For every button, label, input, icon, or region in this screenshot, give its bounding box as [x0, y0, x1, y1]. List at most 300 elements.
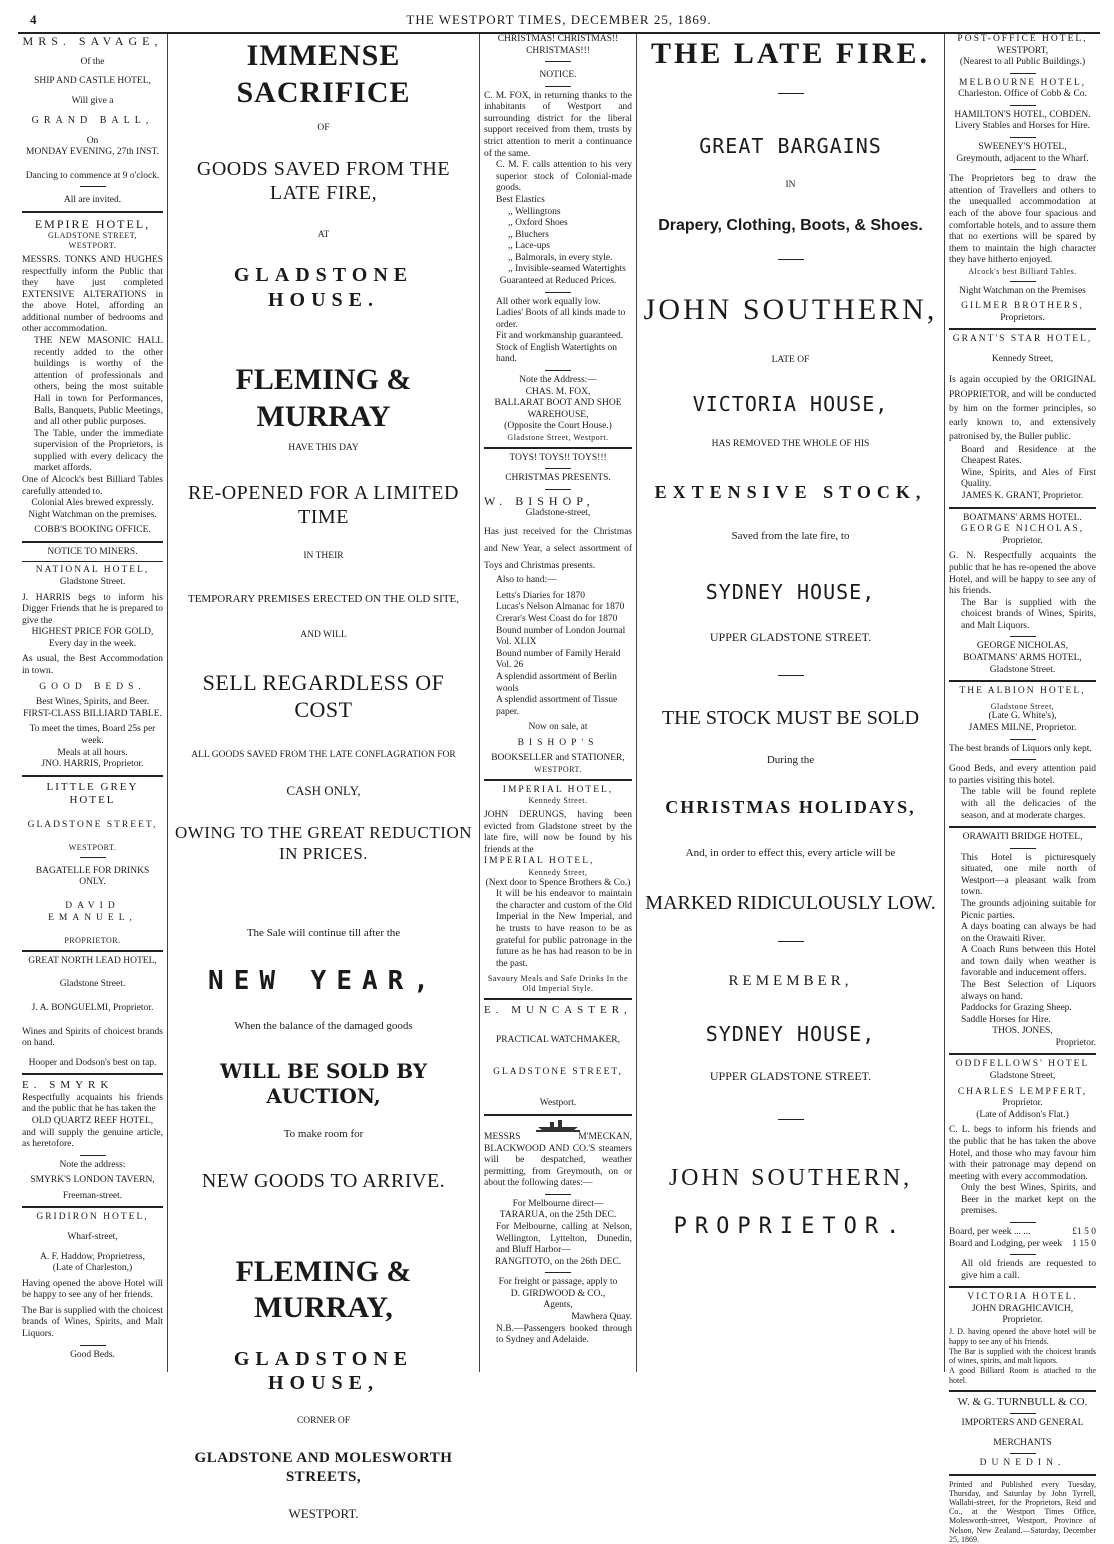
rule — [949, 1474, 1096, 1476]
text: When the balance of the damaged goods — [234, 1019, 413, 1032]
rule — [778, 93, 804, 94]
text: GLADSTONE AND MOLESWORTH STREETS, — [194, 1450, 453, 1485]
late-fire-headline: THE LATE FIRE. — [651, 37, 930, 70]
list-item: A splendid assortment of Berlin wools — [496, 671, 617, 694]
sydney-house-headline: SYDNEY HOUSE, — [705, 579, 876, 604]
albion-hotel-ad — [949, 686, 1096, 822]
text: COBB'S BOOKING OFFICE. — [34, 525, 151, 536]
text: CHRISTMAS PRESENTS. — [505, 473, 611, 484]
masthead — [18, 8, 1100, 34]
column-1 — [18, 34, 168, 1372]
text: Wines and Spirits of choicest brands on hand. — [22, 1026, 163, 1049]
text: DUNEDIN. — [979, 1458, 1066, 1469]
list-item: Bound number of London Journal Vol. XLIX — [496, 625, 626, 648]
text: Stock of English Watertights on hand. — [496, 342, 617, 365]
rule — [1010, 1413, 1036, 1414]
list-item: Bound number of Family Herald Vol. 26 — [496, 648, 621, 671]
text: AT — [317, 229, 330, 240]
text: BOOKSELLER and STATIONER, — [491, 753, 625, 764]
text: For Melbourne, calling at Nelson, Wellington, Lyttelton, Dunedin, and Bluff Harbor— — [496, 1222, 632, 1256]
text: HAVE THIS DAY — [288, 443, 359, 454]
list-item: Lucas's Nelson Almanac for 1870 — [496, 602, 625, 613]
rule — [80, 1155, 106, 1156]
text: Gladstone Street. — [59, 979, 126, 990]
rule — [484, 779, 632, 781]
text: To make room for — [283, 1127, 364, 1140]
text: ONLY. — [79, 877, 106, 888]
fleming-murray-headline: FLEMING & MURRAY — [235, 362, 412, 433]
text: IN — [785, 179, 796, 190]
text: The best brands of Liquors only kept. — [949, 743, 1092, 754]
text: JAMES MILNE, Proprietor. — [968, 723, 1077, 734]
text: Ladies' Boots of all kinds made to order. — [496, 308, 626, 330]
steamship-icon — [536, 1120, 580, 1132]
post-office-heading: POST-OFFICE HOTEL, — [957, 34, 1088, 44]
victoria-hotel-heading: VICTORIA HOTEL. — [967, 1292, 1078, 1303]
text: To meet the times, Board 25s per week. — [29, 724, 156, 746]
text: SMYRK'S LONDON TAVERN, — [30, 1175, 155, 1186]
text: IMPERIAL HOTEL, — [484, 856, 595, 867]
text: BALLARAT BOOT AND SHOE WAREHOUSE, — [494, 398, 622, 420]
text: Of the — [80, 56, 105, 67]
victoria-house-headline: VICTORIA HOUSE, — [692, 392, 889, 417]
text: (Late of Charleston,) — [52, 1263, 133, 1274]
great-north-heading: GREAT NORTH LEAD HOTEL, — [28, 955, 157, 966]
rule — [22, 775, 163, 777]
text: SHIP AND CASTLE HOTEL, — [34, 76, 151, 87]
stock-must-be-sold-headline: THE STOCK MUST BE SOLD — [661, 706, 920, 729]
text: TOYS! TOYS!! TOYS!!! — [509, 452, 607, 463]
text: WESTPORT. — [68, 241, 117, 251]
rule — [22, 1073, 163, 1075]
text: Saved from the late fire, to — [731, 530, 850, 543]
page-number: 4 — [30, 12, 37, 27]
text: J. HARRIS begs to inform his Digger Friends that he is prepared to give the — [22, 592, 163, 626]
text: Fit and workmanship guaranteed. — [496, 331, 624, 342]
text: NOTICE. — [539, 70, 577, 81]
column-3 — [480, 34, 637, 1372]
text: GLADSTONE STREET, — [27, 819, 158, 830]
little-grey-hotel-ad — [22, 781, 163, 946]
text: Kennedy Street. — [528, 796, 588, 806]
text: OLD QUARTZ REEF HOTEL, — [31, 1115, 154, 1126]
list-item: ,, Bluchers — [508, 229, 549, 240]
rule — [545, 1194, 571, 1195]
rule — [1010, 848, 1036, 849]
column-5 — [945, 34, 1100, 1544]
rule — [80, 1345, 106, 1346]
price-label: Board, per week ... ... — [949, 1227, 1031, 1237]
text: Respectfully acquaints his friends and the public that he has taken the — [22, 1092, 163, 1115]
immense-sacrifice-headline: IMMENSE SACRIFICE — [236, 39, 411, 109]
rule — [949, 1286, 1096, 1288]
marked-low-headline: MARKED RIDICULOUSLY LOW. — [645, 891, 936, 914]
text: The Sale will continue till after the — [246, 926, 401, 939]
text: Wine, Spirits, and Ales of First Quality. — [961, 467, 1096, 490]
text: Dancing to commence at 9 o'clock. — [25, 170, 160, 181]
text: Every day in the week. — [48, 638, 137, 649]
text: Has just received for the Christmas and New Year, a select assortment of Toys and Christmas presents. — [484, 527, 632, 572]
text: The grounds adjoining suitable for Picnic parties. — [961, 898, 1096, 921]
text: RANGITOTO, on the 26th DEC. — [494, 1256, 622, 1267]
text: AND WILL — [300, 630, 347, 641]
gridiron-hotel-ad — [22, 1212, 163, 1361]
text: GRAND BALL, — [31, 115, 154, 127]
text: G. N. Respectfully acquaints the public that he has re-opened the above Hotel, and will be happy to see any of his friends. — [949, 551, 1096, 597]
text: J. D. having opened the above hotel will be happy to see any of his friends. — [949, 1327, 1096, 1346]
rule — [949, 826, 1096, 828]
fleming-murray-signature: FLEMING & MURRAY, — [235, 1254, 412, 1325]
text: GLADSTONE HOUSE, — [233, 1347, 414, 1395]
text: PRACTICAL WATCHMAKER, — [495, 1035, 621, 1046]
albion-heading: THE ALBION HOTEL, — [959, 686, 1086, 697]
price-value: £1 5 0 — [1072, 1227, 1096, 1237]
rule — [1010, 137, 1036, 138]
text: OWING TO THE GREAT REDUCTION IN PRICES. — [174, 823, 472, 863]
text: REMEMBER, — [728, 973, 853, 990]
gridiron-heading: GRIDIRON HOTEL, — [36, 1212, 149, 1223]
text: Good Beds, and every attention paid to parties visiting this hotel. — [949, 764, 1096, 786]
text: PROPRIETOR. — [64, 936, 121, 946]
text: Night Watchman on the Premises — [959, 285, 1086, 296]
text: CHAS. M. FOX, — [525, 386, 591, 397]
oddfellows-heading: ODDFELLOWS' HOTEL — [955, 1059, 1090, 1070]
text: C. L. begs to inform his friends and the public that he has taken the above Hotel, and those who may favour him with their patronage may depend on meeting with every accommodation. — [949, 1125, 1096, 1182]
rule — [778, 259, 804, 260]
grant-hotel-ad — [949, 334, 1096, 502]
text: IN THEIR — [303, 551, 344, 562]
text: and will supply the genuine article, as heretofore. — [22, 1127, 163, 1150]
text: Wharf-street, — [67, 1231, 118, 1242]
turnbull-ad — [949, 1396, 1096, 1470]
text: The Best Selection of Liquors always on hand. — [961, 980, 1096, 1002]
text: THOS. JONES, — [992, 1026, 1053, 1037]
extensive-stock-headline: EXTENSIVE STOCK, — [654, 482, 927, 503]
rule — [545, 468, 571, 469]
rule — [545, 292, 571, 293]
text: Freeman-street. — [62, 1190, 123, 1201]
price-value: 1 15 0 — [1072, 1238, 1096, 1249]
text: SWEENEY'S HOTEL, — [978, 142, 1067, 153]
text: WESTPORT. — [288, 1505, 359, 1521]
text: JOHN DERUNGS, having been evicted from Gladstone street by the late fire, will now be found by his friends at the — [484, 810, 632, 855]
text: Savoury Meals and Safe Drinks In the Old Imperial Style. — [487, 974, 629, 994]
text: Agents, — [543, 1300, 573, 1311]
text: A days boating can always be had on the Orawaiti River. — [961, 922, 1096, 944]
text: Meals at all hours. — [57, 747, 128, 758]
rule — [1010, 1254, 1036, 1255]
boatmans-heading: BOATMANS' ARMS HOTEL. — [963, 512, 1082, 523]
john-southern-headline: JOHN SOUTHERN, — [643, 293, 938, 327]
imperial-hotel-ad — [484, 785, 632, 994]
text: Also to hand:— — [496, 575, 557, 586]
fox-ad — [484, 34, 632, 443]
text: GEORGE NICHOLAS, — [976, 641, 1069, 652]
text: A good Billiard Room is attached to the hotel. — [949, 1366, 1096, 1385]
text: GEORGE NICHOLAS, — [960, 524, 1085, 535]
text: IMPORTERS AND GENERAL — [961, 1417, 1084, 1428]
text: All other work equally low. — [496, 296, 601, 307]
text: LATE OF — [771, 354, 810, 365]
smyrk-heading: E. SMYRK — [22, 1079, 114, 1092]
rule — [1010, 73, 1036, 74]
rule — [22, 1206, 163, 1208]
text: All old friends are requested to give him a call. — [961, 1259, 1096, 1281]
orawaiti-heading: ORAWAITI BRIDGE HOTEL, — [962, 832, 1083, 843]
great-north-lead-ad — [22, 956, 163, 1069]
list-item: ,, Wellingtons — [508, 206, 561, 217]
text: (Next door to Spence Brothers & Co.) — [485, 877, 631, 888]
text: Note the address: — [59, 1159, 126, 1170]
text: Gladstone Street. — [989, 664, 1056, 675]
text: Westport. — [539, 1098, 577, 1109]
text: A. F. Haddow, Proprietress, — [40, 1251, 145, 1262]
text: CHARLES LEMPFERT, — [957, 1086, 1088, 1097]
text: DAVID EMANUEL, — [48, 900, 137, 923]
text: BOATMANS' ARMS HOTEL, — [963, 652, 1082, 663]
text: Kennedy Street, — [991, 353, 1054, 364]
text: GLADSTONE STREET, — [493, 1066, 623, 1077]
text: Night Watchman on the premises. — [28, 509, 157, 520]
rule — [545, 489, 571, 490]
rule — [22, 211, 163, 213]
drapery-headline: Drapery, Clothing, Boots, & Shoes. — [658, 216, 923, 234]
text: WESTPORT, — [996, 45, 1049, 56]
text: The Bar is supplied with the choicest brands of wines, spirits, and malt liquors. — [949, 1346, 1096, 1366]
text: Best Wines, Spirits, and Beer. — [35, 697, 150, 708]
bishop-ad — [484, 453, 632, 775]
text: THE NEW MASONIC HALL recently added to the other buildings is worthy of the attention of professionals and others, being the most suitable Hall in town for Performances, Balls, Banquets, Public Meetings, and all other public purposes. — [34, 336, 163, 428]
imperial-heading: IMPERIAL HOTEL, — [502, 784, 614, 795]
text: WESTPORT. — [68, 843, 117, 853]
text: JAMES K. GRANT, Proprietor. — [961, 491, 1084, 502]
text: BAGATELLE FOR DRINKS — [35, 865, 150, 876]
orawaiti-hotel-ad — [949, 832, 1096, 1049]
rule — [1010, 636, 1036, 637]
text: A Coach Runs between this Hotel and town daily when weather is favorable and inducement offers. — [961, 945, 1096, 979]
price-row — [949, 1227, 1096, 1239]
text: One of Alcock's best Billiard Tables carefully attended to. — [22, 474, 163, 497]
list-item: ,, Oxford Shoes — [508, 218, 568, 229]
text: (Nearest to all Public Buildings.) — [959, 57, 1086, 68]
bishop-heading: W. BISHOP, — [484, 493, 595, 508]
text: SYDNEY HOUSE, — [705, 1022, 876, 1047]
text: NEW GOODS TO ARRIVE. — [201, 1170, 446, 1193]
text: Proprietor. — [1002, 535, 1043, 546]
rule — [22, 561, 163, 562]
steamer-ad — [484, 1120, 632, 1347]
text: The Bar is supplied with the choicest brands of Wines, Spirits, and Malt Liquors. — [961, 597, 1096, 631]
text: NOTICE TO MINERS. — [47, 546, 138, 557]
text: MONDAY EVENING, 27th INST. — [26, 147, 159, 158]
text: HIGHEST PRICE FOR GOLD, — [31, 627, 154, 638]
list-item: ,, Lace-ups — [508, 241, 550, 252]
text: TARARUA, on the 25th DEC. — [499, 1210, 617, 1221]
text: FIRST-CLASS BILLIARD TABLE. — [23, 708, 162, 719]
text: The Bar is supplied with the choicest brands of Wines, Spirits, and Malt Liquors. — [22, 1305, 163, 1340]
rule — [484, 1114, 632, 1116]
text: Gladstone-street, — [525, 508, 591, 519]
rule — [545, 1272, 571, 1273]
text: Proprietor. — [1055, 1037, 1096, 1048]
national-hotel-ad — [22, 547, 163, 771]
text: (Opposite the Court House.) — [504, 421, 612, 432]
text: Proprietor. — [1002, 1098, 1043, 1109]
grant-heading: GRANT'S STAR HOTEL, — [952, 334, 1093, 345]
text: This Hotel is picturesquely situated, one mile north of Westport—a pleasant walk from town. — [961, 852, 1096, 898]
text: Paddocks for Grazing Sheep. — [961, 1003, 1072, 1014]
text: JOHN DRAGHICAVICH, — [971, 1303, 1074, 1314]
text: Only the best Wines, Spirits, and Beer in the market kept on the premises. — [961, 1183, 1096, 1217]
text: Hooper and Dodson's best on tap. — [28, 1057, 157, 1068]
text: ALL GOODS SAVED FROM THE LATE CONFLAGRATION FOR — [191, 749, 456, 760]
rule — [1010, 1222, 1036, 1223]
text: The Proprietors beg to draw the attention of Travellers and others to the unequalled accommodation at each of the above four spacious and comfortable hotels, and to assure them that no exertions will be spared by them to maintain the high character they have hitherto enjoyed. — [949, 174, 1096, 266]
muncaster-ad — [484, 1004, 632, 1110]
christmas-holidays-headline: CHRISTMAS HOLIDAYS, — [665, 797, 916, 818]
text: Good Beds. — [70, 1349, 115, 1360]
text: BISHOP'S — [517, 737, 599, 748]
text: For freight or passage, apply to — [498, 1277, 618, 1288]
text: For Melbourne direct— — [512, 1198, 604, 1209]
text: UPPER GLADSTONE STREET. — [709, 1068, 872, 1083]
text: GOODS SAVED FROM THE LATE FIRE, — [196, 157, 451, 205]
text: Gladstone Street, — [989, 1071, 1056, 1082]
victoria-hotel-ad — [949, 1292, 1096, 1385]
text: Gladstone Street, — [990, 701, 1055, 711]
empire-heading: EMPIRE HOTEL, — [34, 216, 151, 231]
rule — [949, 1053, 1096, 1055]
text: Saddle Horses for Hire. — [961, 1014, 1051, 1025]
rule — [545, 370, 571, 371]
text: GILMER BROTHERS, — [961, 301, 1084, 312]
rule — [80, 186, 106, 187]
text: Kennedy Street, — [528, 867, 588, 877]
john-southern-signature: JOHN SOUTHERN, — [668, 1165, 913, 1192]
list-item: ,, Invisible-seamed Watertights — [508, 264, 626, 275]
text: J. A. BONGUELMI, Proprietor. — [31, 1003, 154, 1014]
rule — [1010, 105, 1036, 106]
muncaster-heading: E. MUNCASTER, — [484, 1003, 632, 1016]
text: CASH ONLY, — [286, 783, 361, 799]
rule — [545, 61, 571, 62]
rule — [778, 675, 804, 676]
text: JNO. HARRIS, Proprietor. — [41, 759, 144, 770]
text: The table will be found replete with all the delicacies of the season, and at moderate charges. — [961, 787, 1096, 821]
price-row — [949, 1239, 1096, 1251]
text: C. M. F. calls attention to his very superior stock of Colonial-made goods. — [496, 160, 632, 194]
auction-headline: WILL BE SOLD BY AUCTION, — [219, 1059, 428, 1108]
rule — [949, 1390, 1096, 1392]
text: Note the Address:— — [519, 375, 597, 386]
text: Is again occupied by the ORIGINAL PROPRIETOR, and will be conducted by him on the former principles, so early known to, and extensively patronised by, the Buller public. — [949, 375, 1096, 443]
text: CORNER OF — [296, 1415, 351, 1426]
text: Now on sale, at — [528, 722, 588, 733]
rule — [949, 328, 1096, 330]
text: RE-OPENED FOR A LIMITED TIME — [188, 481, 459, 529]
national-heading: NATIONAL HOTEL, — [35, 565, 150, 576]
text: MELBOURNE HOTEL, — [959, 77, 1086, 88]
new-year-headline: NEW YEAR, — [208, 965, 439, 996]
text: Having opened the above Hotel will be happy to see any of her friends. — [22, 1278, 163, 1301]
list-item: Crerar's West Coast do for 1870 — [496, 614, 618, 625]
smyrk-ad — [22, 1079, 163, 1202]
text: N.B.—Passengers booked through to Sydney and Adelaide. — [496, 1323, 632, 1346]
oddfellows-hotel-ad — [949, 1059, 1096, 1282]
text: Mawhera Quay. — [571, 1312, 632, 1323]
christmas-heading: CHRISTMAS! CHRISTMAS!! CHRISTMAS!!! — [497, 34, 619, 56]
text: Colonial Ales brewed expressly. — [31, 498, 154, 509]
list-item: Letts's Diaries for 1870 — [496, 590, 586, 601]
rule — [1010, 281, 1036, 282]
great-bargains-headline: GREAT BARGAINS — [699, 133, 882, 158]
column-2 — [168, 34, 480, 1521]
text: And, in order to effect this, every article will be — [685, 847, 896, 860]
text: Proprietors. — [1000, 312, 1045, 323]
text: Gladstone Street. — [59, 577, 126, 588]
text: During the — [766, 753, 815, 766]
text: MESSRS M'MECKAN, BLACKWOOD AND CO.'S steamers will be despatched, weather permitting, from Greymouth, on or about the following dates:— — [484, 1131, 632, 1189]
text: (Late of Addison's Flat.) — [976, 1109, 1069, 1120]
text: All are invited. — [63, 195, 122, 206]
text: TEMPORARY PREMISES ERECTED ON THE OLD SITE, — [187, 593, 460, 606]
text: Best Elastics — [496, 194, 545, 205]
text: GLADSTONE STREET, — [47, 231, 138, 241]
list-item: A splendid assortment of Tissue paper. — [496, 695, 618, 717]
newspaper-title: THE WESTPORT TIMES, DECEMBER 25, 1869. — [406, 12, 712, 27]
rule — [1010, 739, 1036, 740]
little-grey-heading: LITTLE GREY HOTEL — [46, 780, 139, 807]
rule — [778, 941, 804, 942]
rule — [949, 680, 1096, 682]
gilmer-hotels-ad — [949, 34, 1096, 324]
text: MESSRS. TONKS AND HUGHES respectfully inform the Public that they have just completed EXTENSIVE ALTERATIONS in the above Hotel, affording an additional number of bedrooms and other accommodation. — [22, 254, 163, 335]
text: OF — [317, 123, 330, 134]
gladstone-house-headline: GLADSTONE HOUSE. — [233, 264, 414, 311]
rule — [1010, 169, 1036, 170]
savage-heading: MRS. SAVAGE, — [22, 34, 163, 48]
empire-hotel-ad — [22, 217, 163, 537]
text: On — [86, 135, 99, 146]
text: (Late G. White's), — [988, 711, 1057, 722]
text: As usual, the Best Accommodation in town. — [22, 654, 163, 677]
rule — [545, 86, 571, 87]
text: HAMILTON'S HOTEL, COBDEN. — [954, 109, 1091, 120]
text: Alcock's best Billiard Tables. — [968, 266, 1077, 276]
rule — [22, 950, 163, 952]
column-4 — [637, 34, 945, 1372]
text: Greymouth, adjacent to the Wharf. — [956, 153, 1089, 164]
text: Proprietor. — [1002, 1315, 1043, 1326]
text: Gladstone Street, Westport. — [507, 432, 609, 442]
text: Will give a — [71, 95, 114, 106]
rule — [1010, 759, 1036, 760]
rule — [80, 857, 106, 858]
text: WESTPORT. — [534, 764, 582, 774]
text: Board and Residence at the Cheapest Rates. — [961, 444, 1096, 467]
boatmans-arms-ad — [949, 513, 1096, 677]
text: D. GIRDWOOD & CO., — [510, 1288, 606, 1299]
rule — [949, 507, 1096, 509]
text: PROPRIETOR. — [673, 1213, 908, 1239]
rule — [484, 998, 632, 1000]
rule — [1010, 1453, 1036, 1454]
rule — [778, 1119, 804, 1120]
text: MERCHANTS — [993, 1437, 1052, 1448]
list-item: ,, Balmorals, in every style. — [508, 252, 613, 263]
imprint: Printed and Published every Tuesday, Thursday, and Saturday by John Tyrrell, Wallabi-street, for the Proprietors, Reid and Co., at the Westport Times Office, Molesworth-street, Westport, Province of Nelson, New Zealand.—Saturday, December 25, 1869. — [949, 1479, 1096, 1544]
text: Livery Stables and Horses for Hire. — [954, 121, 1091, 132]
